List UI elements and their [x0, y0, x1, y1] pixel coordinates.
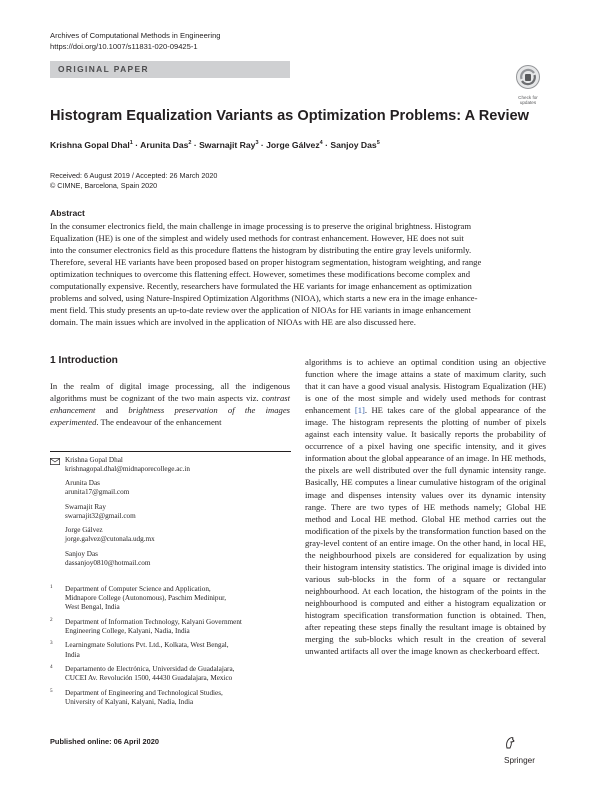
affiliation-line: West Bengal, India — [65, 603, 120, 612]
contact-entry — [65, 456, 293, 474]
contact-entry — [65, 526, 293, 544]
intro-text: In the realm of digital image processing, all the indigenous algorithms must be cognizant of the two main aspects viz. — [50, 381, 290, 404]
author-affiliation-mark: 5 — [376, 140, 380, 147]
contact-email[interactable]: jorge.galvez@cutonala.udg.mx — [65, 535, 155, 544]
body-text: . HE takes care of the global appearance of the image. The histogram represents the plotting of number of pixels against each intensity value. It basically reports the probability of occurrence of a pixel having one specific intensity, and it gives information about the global appearance of an image. In HE methods, the pixels are well distributed over the full dynamic intensity range. Basically, HE computes a linear cumulative histogram of the original image and dispenses intensity values over its dynamic intensity range. There are two types of HE methods namely; Global HE method and Local HE method. Global HE method carries out the modification of the pixels by the transformation function based on the gray-level content of an entire image. On the other hand, in local HE, the neighbourhood pixels are considered for equalization by using their histogram intensity statistics. The original image is divided into various sub-blocks in the form of a square or rectangular neighbourhood. At each location, the histogram of the points in the neighbourhood is computed and either a histogram equalization or histogram specification transformation function is obtained. Then, after repeating these steps finally the resultant image is obtained by merging the sub-blocks which result in the creation of several unwanted artifacts all over the image known as checkerboard effect. — [305, 405, 547, 657]
copyright: © CIMNE, Barcelona, Spain 2020 — [50, 181, 158, 190]
affiliation-line: Midnapore College (Autonomous), Paschim Medinipur, — [65, 594, 227, 603]
contact-entry — [65, 479, 293, 497]
abstract-line: Therefore, several HE variants have been proposed based on proper histogram segmentation, histogram weighting, and range — [50, 257, 482, 268]
abstract-line: computationally expensive. Recently, researchers have formulated the HE variants for image enhancement as optimization — [50, 281, 472, 292]
affiliation-number: 2 — [50, 616, 53, 623]
affiliation-number: 4 — [50, 664, 53, 671]
affiliation-line: India — [65, 650, 80, 659]
publisher-name: Springer — [504, 755, 535, 765]
contact-email[interactable]: dassanjoy0810@hotmail.com — [65, 558, 151, 567]
check-updates-icon — [512, 64, 544, 90]
journal-name: Archives of Computational Methods in Engineering — [50, 31, 221, 40]
affiliation-line: Engineering College, Kalyani, Nadia, India — [65, 626, 190, 635]
abstract-line: ment field. This study presents an up-to-date review over the application of NIOAs for HE variants in image enhancement — [50, 305, 471, 316]
citation-link[interactable]: [1] — [354, 405, 365, 416]
published-online-date: Published online: 06 April 2020 — [50, 737, 159, 746]
author-name[interactable]: Sanjoy Das — [330, 140, 377, 150]
section-label: ORIGINAL PAPER — [58, 64, 149, 74]
abstract-line: into the consumer electronics field as this procedure flattens the histogram by distributing the entire gray levels uniformly. — [50, 245, 472, 256]
author-name[interactable]: Jorge Gálvez — [266, 140, 320, 150]
affiliation-number: 1 — [50, 584, 53, 590]
affiliation-list — [50, 585, 293, 713]
intro-emphasis: contrast enhancement — [50, 393, 290, 416]
section-heading-introduction: 1 Introduction — [50, 355, 118, 366]
contact-list — [65, 456, 293, 573]
affiliation-number: 5 — [50, 687, 53, 694]
affiliation-entry — [50, 689, 293, 707]
intro-text: and — [95, 405, 129, 416]
author-affiliation-mark: 1 — [129, 140, 133, 147]
affiliation-line: Departamento de Electrónica, Universidad de Guadalajara, — [65, 665, 235, 674]
contact-email[interactable]: krishnagopal.dhal@midnaporecollege.ac.in — [65, 465, 190, 474]
affiliation-entry — [50, 641, 293, 659]
affiliation-line: Learningmate Solutions Pvt. Ltd., Kolkata, West Bengal, — [65, 641, 229, 650]
badge-line-1: Check for — [518, 95, 538, 100]
envelope-icon — [50, 458, 60, 465]
author-separator: · — [191, 140, 200, 150]
contact-email[interactable]: swarnajit32@gmail.com — [65, 511, 136, 520]
contact-name: Swarnajit Ray — [65, 502, 106, 511]
affiliation-line: University of Kalyani, Kalyani, Nadia, India — [65, 697, 194, 706]
abstract-line: Equalization (HE) is one of the simplest and widely used methods for contrast enhancement. However, HE does not suit — [50, 233, 464, 244]
author-separator: · — [322, 140, 331, 150]
body-text: algorithms is to achieve an optimal condition using an objective function where the image attains a state of maximum clarity, such that it can have a good visual analysis. Histogram Equalization (HE) is one of the most simple and widely used methods for contrast enhancement — [305, 357, 546, 416]
contact-name: Krishna Gopal Dhal — [65, 456, 123, 464]
contact-name: Jorge Gálvez — [65, 526, 103, 535]
author-affiliation-mark: 2 — [188, 140, 192, 147]
badge-line-2: updates — [519, 100, 537, 105]
affiliation-line: CUCEI Av. Revolución 1500, 44430 Guadalajara, Mexico — [65, 674, 233, 683]
contact-email[interactable]: arunita17@gmail.com — [65, 488, 130, 497]
contact-entry — [65, 503, 293, 521]
received-accepted-dates: Received: 6 August 2019 / Accepted: 26 March 2020 — [50, 171, 218, 180]
author-separator: · — [132, 140, 141, 150]
springer-logo — [504, 733, 546, 765]
check-for-updates-badge[interactable] — [512, 64, 544, 105]
affiliation-entry — [50, 665, 293, 683]
author-affiliation-mark: 3 — [255, 140, 259, 147]
author-list — [50, 140, 380, 150]
contact-name: Sanjoy Das — [65, 549, 98, 558]
doi-link[interactable]: https://doi.org/10.1007/s11831-020-09425-1 — [50, 42, 198, 51]
abstract-line: optimization techniques to overcome this flattening effect. However, sometimes these modifications become complex and — [50, 269, 471, 280]
intro-text: . The endeavour of the enhancement — [96, 417, 222, 428]
affiliation-line: Department of Information Technology, Kalyani Government — [65, 617, 242, 626]
contact-name: Arunita Das — [65, 479, 100, 488]
abstract-line: problems and solved, using Nature-Inspired Optimization Algorithms (NIOA), which starts a new era in the image enhance- — [50, 293, 478, 304]
abstract-heading: Abstract — [50, 208, 85, 218]
abstract-body — [50, 220, 546, 328]
author-affiliation-mark: 4 — [319, 140, 323, 147]
author-separator: · — [258, 140, 267, 150]
paper-title: Histogram Equalization Variants as Optimization Problems: A Review — [50, 108, 529, 124]
abstract-line: domain. The main issues which are involved in the application of NIOAs with HE are also discussed here. — [50, 317, 416, 328]
affiliation-line: Department of Computer Science and Application, — [65, 585, 211, 593]
author-name[interactable]: Arunita Das — [140, 140, 189, 150]
author-name[interactable]: Krishna Gopal Dhal — [50, 140, 130, 150]
footnote-divider — [50, 451, 291, 452]
right-column-text — [305, 356, 546, 657]
intro-emphasis: brightness preservation of the images experimented — [50, 405, 290, 428]
affiliation-number: 3 — [50, 640, 53, 647]
springer-horse-icon — [504, 736, 516, 749]
intro-paragraph — [50, 380, 290, 428]
affiliation-line: Department of Engineering and Technological Studies, — [65, 688, 223, 697]
author-name[interactable]: Swarnajit Ray — [199, 140, 256, 150]
affiliation-entry — [50, 618, 293, 636]
contact-entry — [65, 550, 293, 568]
abstract-line: In the consumer electronics field, the main challenge in image processing is to preserve the original brightness. Histogram — [50, 221, 472, 231]
affiliation-entry — [50, 585, 293, 612]
